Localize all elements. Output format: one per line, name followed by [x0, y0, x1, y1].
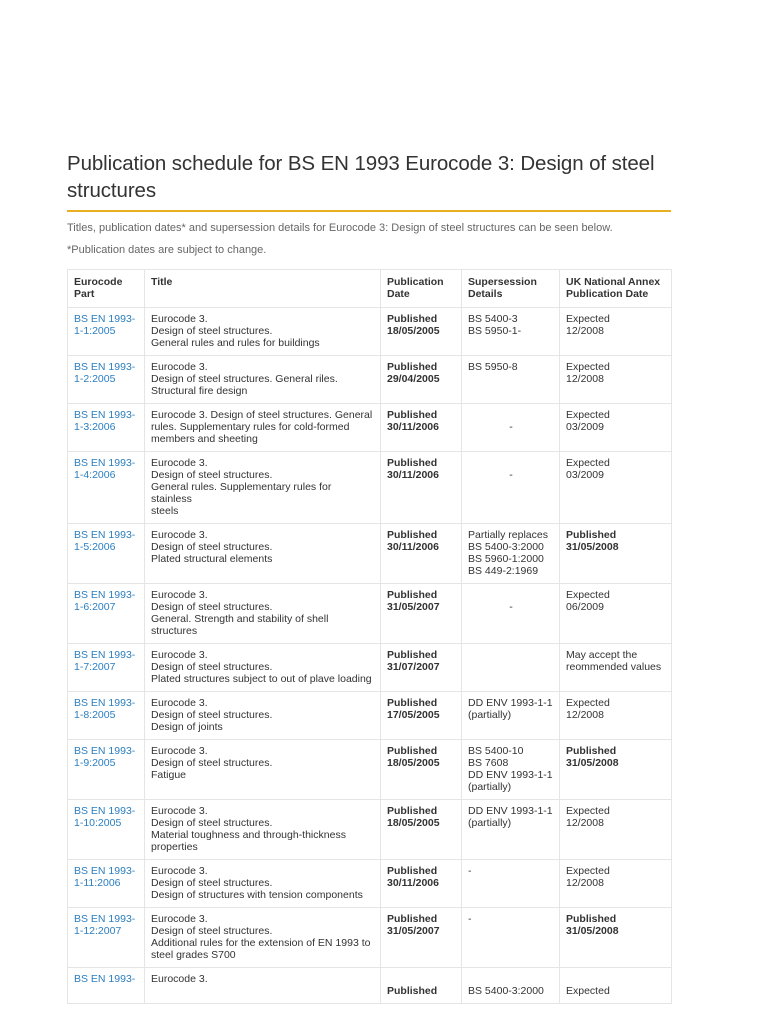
- title-line: General rules and rules for buildings: [151, 337, 320, 349]
- annex-line: Expected: [566, 985, 610, 997]
- cell-eurocode-part: [68, 356, 145, 404]
- eurocode-part-link-line[interactable]: BS EN 1993-: [74, 313, 136, 325]
- table-row: [68, 968, 672, 1004]
- supersession-line: DD ENV 1993-1-1: [468, 697, 553, 709]
- title-line: Eurocode 3.: [151, 745, 208, 757]
- title-line: steel grades S700: [151, 949, 236, 961]
- cell-title: [145, 800, 381, 860]
- publication-date-line: Published: [387, 985, 438, 997]
- annex-line: 12/2008: [566, 325, 604, 337]
- cell-eurocode-part: [68, 308, 145, 356]
- cell-supersession-details: [462, 908, 560, 968]
- title-line: Design of steel structures.: [151, 541, 273, 553]
- supersession-line: [468, 457, 554, 469]
- eurocode-part-link[interactable]: [74, 913, 139, 937]
- publication-date-line: Published: [387, 745, 438, 757]
- annex-line: 12/2008: [566, 817, 604, 829]
- title-line: Eurocode 3.: [151, 313, 208, 325]
- header-publication-date: Publication Date: [381, 270, 462, 308]
- publication-date-line: 31/07/2007: [387, 661, 440, 673]
- eurocode-part-link-line[interactable]: 1-2:2005: [74, 373, 116, 385]
- cell-publication-date: [381, 584, 462, 644]
- annex-line: 06/2009: [566, 601, 604, 613]
- table-row: [68, 584, 672, 644]
- cell-supersession-details: [462, 968, 560, 1004]
- cell-eurocode-part: [68, 968, 145, 1004]
- publication-date-line: 18/05/2005: [387, 757, 440, 769]
- eurocode-part-link-line[interactable]: BS EN 1993-: [74, 865, 136, 877]
- annex-line: 12/2008: [566, 373, 604, 385]
- supersession-line: [468, 409, 554, 421]
- title-line: Eurocode 3.: [151, 361, 208, 373]
- annex-line: Published: [566, 745, 617, 757]
- annex-line: 12/2008: [566, 877, 604, 889]
- title-line: Plated structures subject to out of plave loading: [151, 673, 372, 685]
- table-header-row: [68, 270, 672, 308]
- table-row: [68, 356, 672, 404]
- annex-line: Expected: [566, 589, 610, 601]
- publication-date-line: Published: [387, 865, 438, 877]
- cell-publication-date: [381, 800, 462, 860]
- publication-date-line: 30/11/2006: [387, 877, 439, 889]
- title-line: Design of steel structures.: [151, 601, 273, 613]
- supersession-line: -: [509, 469, 513, 481]
- cell-title: [145, 860, 381, 908]
- cell-title: [145, 404, 381, 452]
- cell-uk-national-annex: [560, 860, 672, 908]
- eurocode-part-link[interactable]: [74, 361, 139, 385]
- cell-publication-date: [381, 692, 462, 740]
- title-line: Eurocode 3.: [151, 697, 208, 709]
- annex-line: [566, 973, 666, 985]
- title-divider: [67, 210, 671, 212]
- cell-publication-date: [381, 740, 462, 800]
- publication-date-line: Published: [387, 589, 438, 601]
- cell-uk-national-annex: [560, 740, 672, 800]
- cell-title: [145, 524, 381, 584]
- supersession-line: DD ENV 1993-1-1: [468, 769, 553, 781]
- cell-title: [145, 644, 381, 692]
- eurocode-part-link-line[interactable]: 1-7:2007: [74, 661, 116, 673]
- cell-supersession-details: [462, 644, 560, 692]
- cell-eurocode-part: [68, 800, 145, 860]
- cell-uk-national-annex: [560, 908, 672, 968]
- cell-eurocode-part: [68, 404, 145, 452]
- annex-line: Published: [566, 913, 617, 925]
- cell-uk-national-annex: [560, 800, 672, 860]
- publication-date-line: Published: [387, 649, 438, 661]
- cell-supersession-details: [462, 404, 560, 452]
- supersession-line: [468, 589, 554, 601]
- article: [67, 150, 671, 1004]
- header-supersession-details: Supersession Details: [462, 270, 560, 308]
- cell-supersession-details: [462, 308, 560, 356]
- title-line: Design of steel structures.: [151, 925, 273, 937]
- cell-supersession-details: [462, 584, 560, 644]
- page-title: Publication schedule for BS EN 1993 Eurocode 3: Design of steel structures: [67, 152, 655, 202]
- cell-supersession-details: [462, 692, 560, 740]
- publication-date-line: [387, 973, 456, 985]
- eurocode-part-link-line[interactable]: 1-4:2006: [74, 469, 116, 481]
- eurocode-part-link-line[interactable]: BS EN 1993-: [74, 745, 136, 757]
- date-note: *Publication dates are subject to change.: [67, 244, 267, 256]
- eurocode-part-link-line[interactable]: 1-11:2006: [74, 877, 121, 889]
- supersession-line: (partially): [468, 781, 512, 793]
- cell-title: [145, 308, 381, 356]
- eurocode-part-link-line[interactable]: 1-10:2005: [74, 817, 122, 829]
- eurocode-part-link-line[interactable]: 1-8:2005: [74, 709, 116, 721]
- cell-eurocode-part: [68, 644, 145, 692]
- eurocode-part-link[interactable]: [74, 973, 139, 985]
- cell-publication-date: [381, 356, 462, 404]
- supersession-line: BS 5950-1-: [468, 325, 522, 337]
- publication-date-line: Published: [387, 913, 438, 925]
- table-row: [68, 308, 672, 356]
- publication-date-line: Published: [387, 457, 438, 469]
- cell-title: [145, 692, 381, 740]
- annex-line: Expected: [566, 865, 610, 877]
- annex-line: Expected: [566, 361, 610, 373]
- eurocode-part-link-line[interactable]: BS EN 1993-: [74, 697, 136, 709]
- eurocode-part-link[interactable]: [74, 457, 139, 481]
- eurocode-part-link-line[interactable]: BS EN 1993-: [74, 361, 136, 373]
- cell-eurocode-part: [68, 584, 145, 644]
- eurocode-part-link[interactable]: [74, 649, 139, 673]
- eurocode-part-link[interactable]: [74, 529, 139, 553]
- publication-date-line: 31/05/2007: [387, 601, 440, 613]
- annex-line: 31/05/2008: [566, 541, 619, 553]
- annex-line: Expected: [566, 457, 610, 469]
- eurocode-part-link-line[interactable]: 1-1:2005: [74, 325, 116, 337]
- title-line: Eurocode 3.: [151, 649, 208, 661]
- table-row: [68, 908, 672, 968]
- annex-line: 31/05/2008: [566, 925, 619, 937]
- cell-uk-national-annex: [560, 692, 672, 740]
- annex-line: 31/05/2008: [566, 757, 619, 769]
- publication-date-line: 31/05/2007: [387, 925, 440, 937]
- title-line: Structural fire design: [151, 385, 248, 397]
- supersession-line: BS 449-2:1969: [468, 565, 539, 577]
- table-row: [68, 404, 672, 452]
- publication-date-line: 18/05/2005: [387, 817, 440, 829]
- table-row: [68, 644, 672, 692]
- cell-title: [145, 356, 381, 404]
- title-line: Design of steel structures.: [151, 325, 273, 337]
- title-line: Design of steel structures. General riles.: [151, 373, 338, 385]
- annex-line: Published: [566, 529, 617, 541]
- cell-title: [145, 968, 381, 1004]
- eurocode-part-link[interactable]: [74, 313, 139, 337]
- publication-date-line: Published: [387, 313, 438, 325]
- cell-uk-national-annex: [560, 584, 672, 644]
- title-line: Plated structural elements: [151, 553, 273, 565]
- cell-publication-date: [381, 404, 462, 452]
- title-line: Design of steel structures.: [151, 817, 273, 829]
- publication-date-line: 30/11/2006: [387, 469, 439, 481]
- eurocode-part-link-line[interactable]: 1-9:2005: [74, 757, 116, 769]
- title-line: Eurocode 3. Design of steel structures. General: [151, 409, 373, 421]
- table-row: [68, 740, 672, 800]
- eurocode-part-link-line[interactable]: 1-12:2007: [74, 925, 122, 937]
- eurocode-part-link-line[interactable]: BS EN 1993-: [74, 649, 136, 661]
- title-line: Design of steel structures.: [151, 877, 273, 889]
- cell-publication-date: [381, 968, 462, 1004]
- table-row: [68, 692, 672, 740]
- supersession-line: -: [468, 913, 472, 925]
- eurocode-part-link-line[interactable]: BS EN 1993-: [74, 457, 136, 469]
- cell-supersession-details: [462, 740, 560, 800]
- cell-uk-national-annex: [560, 308, 672, 356]
- publication-date-line: Published: [387, 361, 438, 373]
- publication-date-line: Published: [387, 529, 438, 541]
- cell-uk-national-annex: [560, 968, 672, 1004]
- title-line: Design of steel structures.: [151, 757, 273, 769]
- title-line: Eurocode 3.: [151, 973, 208, 985]
- publication-date-line: 17/05/2005: [387, 709, 440, 721]
- eurocode-part-link[interactable]: [74, 865, 139, 889]
- publication-date-line: 30/11/2006: [387, 541, 439, 553]
- table-row: [68, 800, 672, 860]
- cell-eurocode-part: [68, 860, 145, 908]
- eurocode-part-link-line[interactable]: BS EN 1993-: [74, 409, 136, 421]
- cell-supersession-details: [462, 800, 560, 860]
- publication-date-line: Published: [387, 805, 438, 817]
- title-line: rules. Supplementary rules for cold-formed: [151, 421, 350, 433]
- annex-line: 03/2009: [566, 469, 604, 481]
- annex-line: 03/2009: [566, 421, 604, 433]
- eurocode-part-link-line[interactable]: BS EN 1993-: [74, 913, 136, 925]
- title-line: General rules. Supplementary rules for stainless: [151, 481, 332, 505]
- cell-publication-date: [381, 860, 462, 908]
- cell-supersession-details: [462, 356, 560, 404]
- publication-date-line: 30/11/2006: [387, 421, 439, 433]
- cell-supersession-details: [462, 452, 560, 524]
- header-title: Title: [145, 270, 381, 308]
- title-line: members and sheeting: [151, 433, 258, 445]
- title-line: Eurocode 3.: [151, 805, 208, 817]
- supersession-line: BS 5960-1:2000: [468, 553, 544, 565]
- annex-line: 12/2008: [566, 709, 604, 721]
- annex-line: May accept the: [566, 649, 638, 661]
- title-line: Eurocode 3.: [151, 589, 208, 601]
- cell-publication-date: [381, 908, 462, 968]
- eurocode-part-link-line[interactable]: BS EN 1993-: [74, 589, 136, 601]
- title-line: Design of steel structures.: [151, 709, 273, 721]
- intro-text: Titles, publication dates* and supersession details for Eurocode 3: Design of steel structures can be seen below.: [67, 222, 613, 234]
- supersession-line: BS 5400-3:2000: [468, 985, 544, 997]
- title-line: steels: [151, 505, 179, 517]
- title-line: Eurocode 3.: [151, 457, 208, 469]
- header-eurocode-part: Eurocode Part: [68, 270, 145, 308]
- cell-uk-national-annex: [560, 356, 672, 404]
- publication-date-line: Published: [387, 697, 438, 709]
- title-line: Design of joints: [151, 721, 223, 733]
- table-body: [68, 308, 672, 1004]
- supersession-line: -: [509, 601, 513, 613]
- eurocode-part-link[interactable]: [74, 805, 139, 829]
- supersession-line: Partially replaces: [468, 529, 548, 541]
- annex-line: Expected: [566, 313, 610, 325]
- cell-eurocode-part: [68, 908, 145, 968]
- supersession-line: BS 5400-3:2000: [468, 541, 544, 553]
- cell-title: [145, 452, 381, 524]
- cell-title: [145, 584, 381, 644]
- eurocode-part-link-line[interactable]: BS EN 1993-: [74, 973, 136, 985]
- cell-eurocode-part: [68, 452, 145, 524]
- table-row: [68, 452, 672, 524]
- publication-date-line: 29/04/2005: [387, 373, 440, 385]
- title-line: Additional rules for the extension of EN 1993 to: [151, 937, 371, 949]
- supersession-line: BS 5400-10: [468, 745, 524, 757]
- cell-publication-date: [381, 308, 462, 356]
- annex-line: Expected: [566, 409, 610, 421]
- cell-uk-national-annex: [560, 404, 672, 452]
- title-line: Eurocode 3.: [151, 865, 208, 877]
- supersession-line: (partially): [468, 709, 512, 721]
- title-line: Design of steel structures.: [151, 661, 273, 673]
- eurocode-part-link-line[interactable]: 1-5:2006: [74, 541, 116, 553]
- title-line: Material toughness and through-thickness: [151, 829, 346, 841]
- cell-title: [145, 908, 381, 968]
- supersession-line: DD ENV 1993-1-1: [468, 805, 553, 817]
- supersession-line: [468, 973, 554, 985]
- table-row: [68, 524, 672, 584]
- title-line: Eurocode 3.: [151, 913, 208, 925]
- title-line: Fatigue: [151, 769, 187, 781]
- eurocode-part-link[interactable]: [74, 409, 139, 433]
- eurocode-part-link[interactable]: [74, 697, 139, 721]
- supersession-line: (partially): [468, 817, 512, 829]
- cell-publication-date: [381, 644, 462, 692]
- supersession-line: BS 7608: [468, 757, 509, 769]
- cell-uk-national-annex: [560, 452, 672, 524]
- supersession-line: BS 5950-8: [468, 361, 518, 373]
- annex-line: Expected: [566, 805, 610, 817]
- header-uk-national-annex: UK National Annex Publication Date: [560, 270, 672, 308]
- cell-supersession-details: [462, 860, 560, 908]
- annex-line: Expected: [566, 697, 610, 709]
- supersession-line: BS 5400-3: [468, 313, 518, 325]
- eurocode-part-link-line[interactable]: 1-6:2007: [74, 601, 116, 613]
- publication-date-line: Published: [387, 409, 438, 421]
- cell-eurocode-part: [68, 524, 145, 584]
- supersession-line: -: [468, 865, 472, 877]
- title-line: General. Strength and stability of shell structures: [151, 613, 329, 637]
- cell-publication-date: [381, 524, 462, 584]
- supersession-line: -: [509, 421, 513, 433]
- title-line: Eurocode 3.: [151, 529, 208, 541]
- cell-uk-national-annex: [560, 524, 672, 584]
- cell-supersession-details: [462, 524, 560, 584]
- table-row: [68, 860, 672, 908]
- cell-eurocode-part: [68, 692, 145, 740]
- cell-title: [145, 740, 381, 800]
- title-line: Design of steel structures.: [151, 469, 273, 481]
- title-line: properties: [151, 841, 198, 853]
- eurocode-part-link-line[interactable]: BS EN 1993-: [74, 529, 136, 541]
- eurocode-part-link-line[interactable]: BS EN 1993-: [74, 805, 136, 817]
- title-line: Design of structures with tension components: [151, 889, 363, 901]
- cell-eurocode-part: [68, 740, 145, 800]
- publication-schedule-table: [67, 269, 672, 1004]
- publication-date-line: 18/05/2005: [387, 325, 440, 337]
- cell-uk-national-annex: [560, 644, 672, 692]
- eurocode-part-link[interactable]: [74, 745, 139, 769]
- annex-line: reommended values: [566, 661, 662, 673]
- eurocode-part-link-line[interactable]: 1-3:2006: [74, 421, 116, 433]
- cell-publication-date: [381, 452, 462, 524]
- eurocode-part-link[interactable]: [74, 589, 139, 613]
